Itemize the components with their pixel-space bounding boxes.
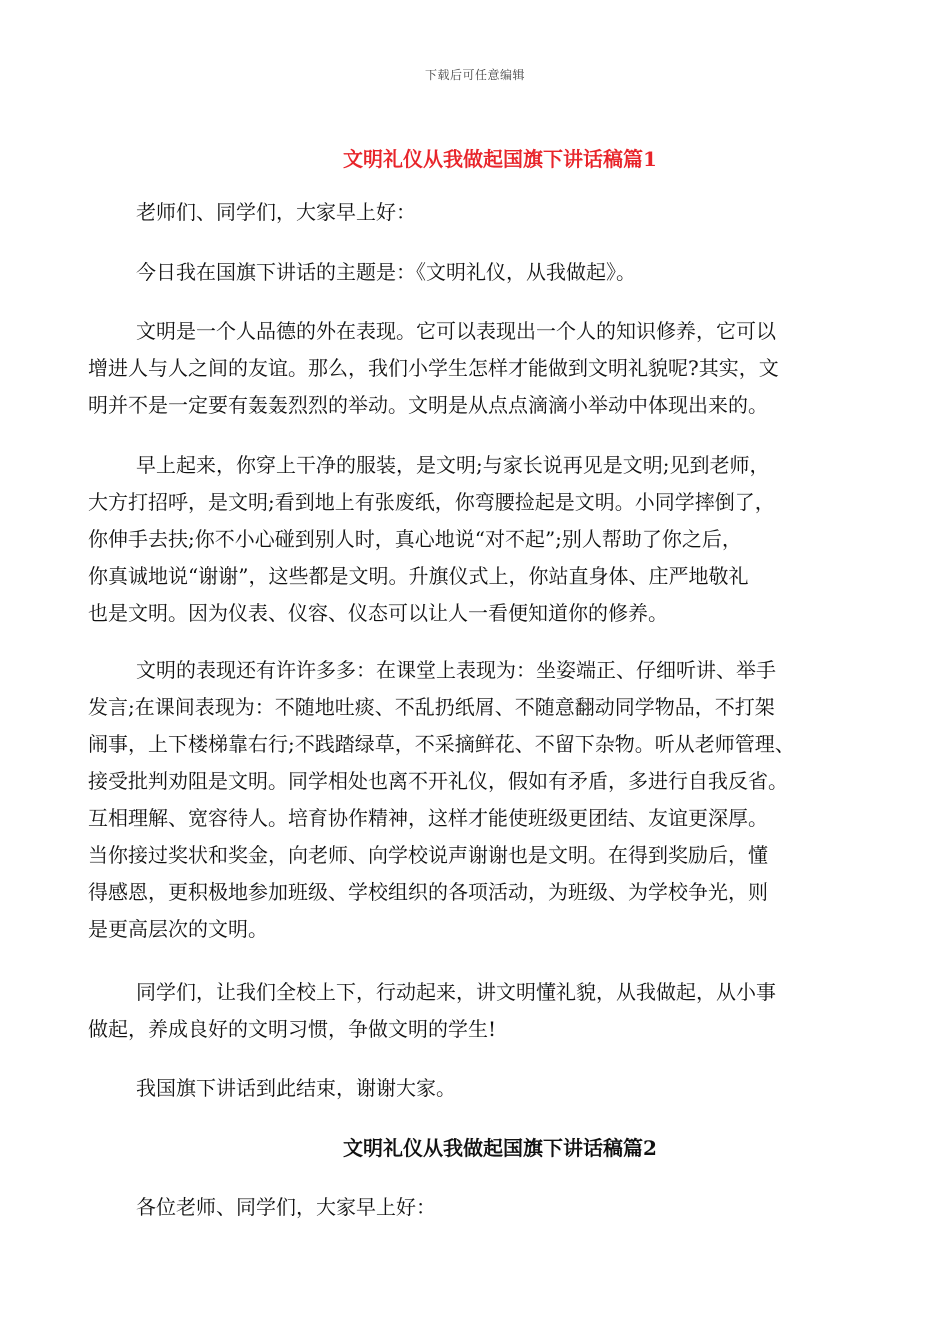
- section1-closing: 我国旗下讲话到此结束，谢谢大家。: [136, 1076, 456, 1100]
- paragraph-line: 同学们，让我们全校上下，行动起来，讲文明懂礼貌，从我做起，从小事: [136, 980, 776, 1004]
- section1-paragraph-3: [88, 652, 860, 948]
- paragraph-line: 早上起来，你穿上干净的服装，是文明;与家长说再见是文明;见到老师，: [136, 453, 770, 477]
- paragraph-line: 增进人与人之间的友谊。那么，我们小学生怎样才能做到文明礼貌呢?其实，文: [88, 356, 779, 380]
- section2-title: 文明礼仪从我做起国旗下讲话稿篇2: [343, 1136, 657, 1160]
- section1-greeting: 老师们、同学们，大家早上好：: [136, 200, 416, 224]
- paragraph-line: 文明是一个人品德的外在表现。它可以表现出一个人的知识修养，它可以: [136, 319, 776, 343]
- section1-paragraph-1: [88, 313, 860, 424]
- section1-paragraph-2: [88, 447, 860, 632]
- paragraph-line: 发言;在课间表现为：不随地吐痰、不乱扔纸屑、不随意翻动同学物品，不打架: [88, 695, 775, 719]
- paragraph-line: 你伸手去扶;你不小心碰到别人时，真心地说“对不起”;别人帮助了你之后，: [88, 527, 742, 551]
- paragraph-line: 你真诚地说“谢谢”，这些都是文明。升旗仪式上，你站直身体、庄严地敬礼: [88, 564, 749, 588]
- section1-paragraph-4: [88, 974, 860, 1048]
- paragraph-line: 闹事，上下楼梯靠右行;不践踏绿草，不采摘鲜花、不留下杂物。听从老师管理、: [88, 732, 795, 756]
- paragraph-line: 接受批判劝阻是文明。同学相处也离不开礼仪，假如有矛盾，多进行自我反省。: [88, 769, 788, 793]
- paragraph-line: 当你接过奖状和奖金，向老师、向学校说声谢谢也是文明。在得到奖励后，懂: [88, 843, 768, 867]
- paragraph-line: 得感恩，更积极地参加班级、学校组织的各项活动，为班级、为学校争光，则: [88, 880, 768, 904]
- paragraph-line: 文明的表现还有许许多多：在课堂上表现为：坐姿端正、仔细听讲、举手: [136, 658, 776, 682]
- section2-greeting: 各位老师、同学们，大家早上好：: [136, 1195, 436, 1219]
- paragraph-line: 互相理解、宽容待人。培育协作精神，这样才能使班级更团结、友谊更深厚。: [88, 806, 768, 830]
- section1-topic: 今日我在国旗下讲话的主题是：《文明礼仪，从我做起》。: [136, 260, 636, 284]
- paragraph-line: 也是文明。因为仪表、仪容、仪态可以让人一看便知道你的修养。: [88, 601, 668, 625]
- paragraph-line: 大方打招呼，是文明;看到地上有张废纸，你弯腰捡起是文明。小同学摔倒了，: [88, 490, 775, 514]
- paragraph-line: 明并不是一定要有轰轰烈烈的举动。文明是从点点滴滴小举动中体现出来的。: [88, 393, 768, 417]
- header-note: 下载后可任意编辑: [424, 68, 525, 82]
- paragraph-line: 做起，养成良好的文明习惯，争做文明的学生!: [88, 1017, 497, 1041]
- section1-title: 文明礼仪从我做起国旗下讲话稿篇1: [343, 147, 657, 171]
- paragraph-line: 是更高层次的文明。: [88, 917, 268, 941]
